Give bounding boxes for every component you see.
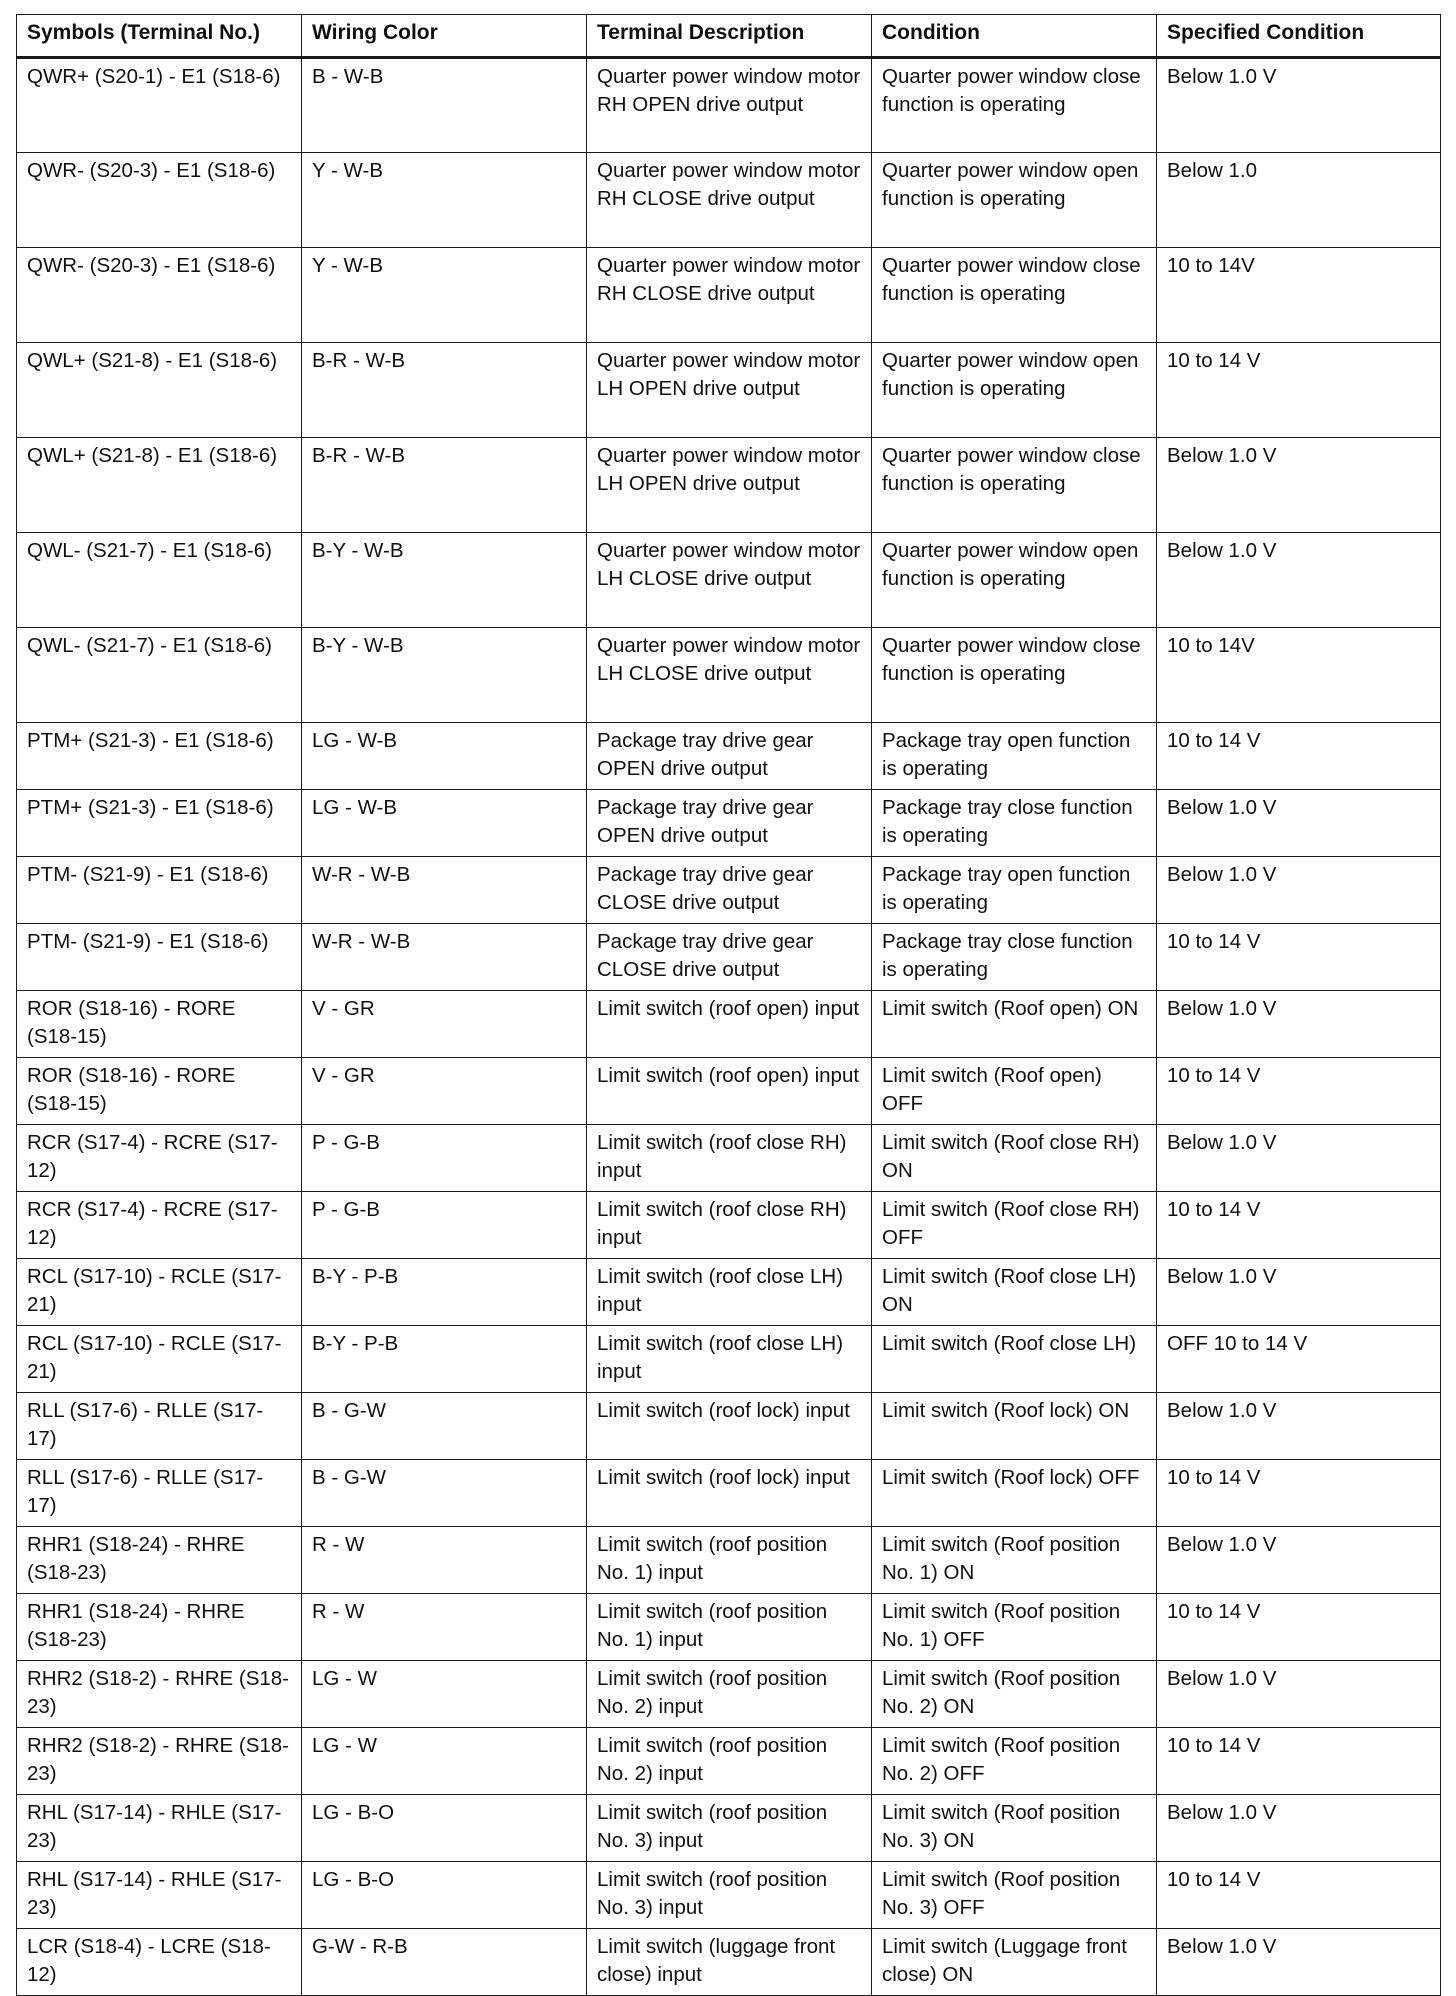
cell-terminal-description: Quarter power window motor RH OPEN drive output: [587, 58, 872, 153]
cell-wiring-color: W-R - W-B: [302, 857, 587, 924]
terminal-inspection-table: [16, 14, 1441, 1996]
table-row: [17, 1460, 1441, 1527]
cell-wiring-color: V - GR: [302, 1058, 587, 1125]
cell-specified-condition: 10 to 14 V: [1157, 1728, 1441, 1795]
cell-symbols: LCR (S18-4) - LCRE (S18-12): [17, 1929, 302, 1996]
table-row: [17, 58, 1441, 153]
cell-wiring-color: LG - B-O: [302, 1795, 587, 1862]
table-row: [17, 1393, 1441, 1460]
cell-condition: Limit switch (Roof position No. 2) OFF: [872, 1728, 1157, 1795]
table-row: [17, 628, 1441, 723]
cell-wiring-color: B-R - W-B: [302, 343, 587, 438]
cell-terminal-description: Package tray drive gear OPEN drive output: [587, 790, 872, 857]
table-row: [17, 438, 1441, 533]
cell-specified-condition: Below 1.0 V: [1157, 857, 1441, 924]
cell-wiring-color: R - W: [302, 1594, 587, 1661]
cell-specified-condition: Below 1.0 V: [1157, 58, 1441, 153]
cell-terminal-description: Limit switch (roof close LH) input: [587, 1326, 872, 1393]
cell-specified-condition: Below 1.0 V: [1157, 790, 1441, 857]
cell-wiring-color: Y - W-B: [302, 248, 587, 343]
cell-wiring-color: B-Y - W-B: [302, 533, 587, 628]
table-row: [17, 1862, 1441, 1929]
cell-symbols: RCR (S17-4) - RCRE (S17-12): [17, 1192, 302, 1259]
cell-symbols: RHR2 (S18-2) - RHRE (S18-23): [17, 1661, 302, 1728]
table-row: [17, 1259, 1441, 1326]
cell-symbols: RLL (S17-6) - RLLE (S17-17): [17, 1460, 302, 1527]
table-row: [17, 1125, 1441, 1192]
cell-wiring-color: V - GR: [302, 991, 587, 1058]
cell-symbols: RCL (S17-10) - RCLE (S17-21): [17, 1259, 302, 1326]
header-specified-condition: Specified Condition: [1157, 15, 1441, 58]
cell-condition: Package tray close function is operating: [872, 924, 1157, 991]
cell-condition: Limit switch (Roof position No. 1) ON: [872, 1527, 1157, 1594]
cell-condition: Limit switch (Roof close LH) ON: [872, 1259, 1157, 1326]
table-header: [17, 15, 1441, 58]
cell-terminal-description: Quarter power window motor LH OPEN drive output: [587, 343, 872, 438]
cell-wiring-color: R - W: [302, 1527, 587, 1594]
cell-specified-condition: Below 1.0 V: [1157, 533, 1441, 628]
cell-wiring-color: B-Y - W-B: [302, 628, 587, 723]
table-row: [17, 1594, 1441, 1661]
cell-symbols: RLL (S17-6) - RLLE (S17-17): [17, 1393, 302, 1460]
cell-condition: Limit switch (Roof close LH): [872, 1326, 1157, 1393]
cell-specified-condition: Below 1.0 V: [1157, 1125, 1441, 1192]
cell-symbols: RCL (S17-10) - RCLE (S17-21): [17, 1326, 302, 1393]
cell-terminal-description: Limit switch (roof open) input: [587, 1058, 872, 1125]
cell-specified-condition: 10 to 14V: [1157, 248, 1441, 343]
cell-wiring-color: LG - W: [302, 1661, 587, 1728]
cell-symbols: PTM+ (S21-3) - E1 (S18-6): [17, 723, 302, 790]
table-row: [17, 1728, 1441, 1795]
cell-specified-condition: 10 to 14 V: [1157, 924, 1441, 991]
cell-terminal-description: Quarter power window motor RH CLOSE drive output: [587, 248, 872, 343]
cell-symbols: RHR2 (S18-2) - RHRE (S18-23): [17, 1728, 302, 1795]
table-row: [17, 1192, 1441, 1259]
cell-wiring-color: B - G-W: [302, 1393, 587, 1460]
cell-symbols: RHR1 (S18-24) - RHRE (S18-23): [17, 1527, 302, 1594]
cell-wiring-color: P - G-B: [302, 1192, 587, 1259]
table-row: [17, 723, 1441, 790]
cell-condition: Limit switch (Roof position No. 1) OFF: [872, 1594, 1157, 1661]
cell-condition: Package tray close function is operating: [872, 790, 1157, 857]
table-row: [17, 1661, 1441, 1728]
cell-symbols: RHL (S17-14) - RHLE (S17-23): [17, 1862, 302, 1929]
cell-terminal-description: Limit switch (roof lock) input: [587, 1393, 872, 1460]
table-row: [17, 1527, 1441, 1594]
table-row: [17, 1795, 1441, 1862]
cell-symbols: QWL+ (S21-8) - E1 (S18-6): [17, 343, 302, 438]
cell-terminal-description: Limit switch (roof position No. 2) input: [587, 1728, 872, 1795]
cell-condition: Limit switch (Roof open) ON: [872, 991, 1157, 1058]
cell-wiring-color: W-R - W-B: [302, 924, 587, 991]
cell-symbols: PTM- (S21-9) - E1 (S18-6): [17, 857, 302, 924]
cell-condition: Quarter power window open function is operating: [872, 153, 1157, 248]
cell-terminal-description: Limit switch (roof close RH) input: [587, 1125, 872, 1192]
cell-wiring-color: P - G-B: [302, 1125, 587, 1192]
cell-specified-condition: 10 to 14 V: [1157, 1594, 1441, 1661]
cell-terminal-description: Limit switch (roof position No. 3) input: [587, 1795, 872, 1862]
cell-condition: Quarter power window open function is operating: [872, 533, 1157, 628]
cell-symbols: RHR1 (S18-24) - RHRE (S18-23): [17, 1594, 302, 1661]
cell-specified-condition: Below 1.0 V: [1157, 438, 1441, 533]
cell-terminal-description: Limit switch (roof close RH) input: [587, 1192, 872, 1259]
cell-symbols: QWR- (S20-3) - E1 (S18-6): [17, 248, 302, 343]
cell-specified-condition: 10 to 14 V: [1157, 1862, 1441, 1929]
cell-terminal-description: Quarter power window motor RH CLOSE drive output: [587, 153, 872, 248]
cell-condition: Package tray open function is operating: [872, 723, 1157, 790]
table-row: [17, 1929, 1441, 1996]
header-row: [17, 15, 1441, 58]
cell-condition: Limit switch (Roof close RH) ON: [872, 1125, 1157, 1192]
cell-specified-condition: Below 1.0 V: [1157, 1393, 1441, 1460]
cell-specified-condition: OFF 10 to 14 V: [1157, 1326, 1441, 1393]
table-row: [17, 790, 1441, 857]
cell-symbols: RHL (S17-14) - RHLE (S17-23): [17, 1795, 302, 1862]
cell-specified-condition: Below 1.0 V: [1157, 1661, 1441, 1728]
cell-terminal-description: Limit switch (roof lock) input: [587, 1460, 872, 1527]
cell-specified-condition: Below 1.0 V: [1157, 1929, 1441, 1996]
cell-terminal-description: Package tray drive gear CLOSE drive output: [587, 857, 872, 924]
cell-wiring-color: Y - W-B: [302, 153, 587, 248]
cell-condition: Limit switch (Roof position No. 3) ON: [872, 1795, 1157, 1862]
cell-wiring-color: B - W-B: [302, 58, 587, 153]
cell-condition: Quarter power window open function is operating: [872, 343, 1157, 438]
cell-terminal-description: Quarter power window motor LH OPEN drive output: [587, 438, 872, 533]
cell-wiring-color: LG - W-B: [302, 790, 587, 857]
cell-condition: Package tray open function is operating: [872, 857, 1157, 924]
cell-terminal-description: Limit switch (roof position No. 3) input: [587, 1862, 872, 1929]
cell-symbols: ROR (S18-16) - RORE (S18-15): [17, 1058, 302, 1125]
cell-condition: Limit switch (Roof close RH) OFF: [872, 1192, 1157, 1259]
table-row: [17, 1058, 1441, 1125]
cell-specified-condition: 10 to 14 V: [1157, 723, 1441, 790]
cell-condition: Quarter power window close function is operating: [872, 58, 1157, 153]
table-row: [17, 1326, 1441, 1393]
cell-symbols: QWR- (S20-3) - E1 (S18-6): [17, 153, 302, 248]
cell-condition: Limit switch (Roof open) OFF: [872, 1058, 1157, 1125]
cell-wiring-color: B-Y - P-B: [302, 1326, 587, 1393]
cell-terminal-description: Limit switch (luggage front close) input: [587, 1929, 872, 1996]
cell-condition: Quarter power window close function is operating: [872, 628, 1157, 723]
cell-terminal-description: Package tray drive gear CLOSE drive output: [587, 924, 872, 991]
cell-terminal-description: Limit switch (roof position No. 1) input: [587, 1527, 872, 1594]
cell-specified-condition: 10 to 14 V: [1157, 343, 1441, 438]
cell-terminal-description: Quarter power window motor LH CLOSE drive output: [587, 628, 872, 723]
cell-condition: Quarter power window close function is operating: [872, 248, 1157, 343]
cell-terminal-description: Limit switch (roof position No. 1) input: [587, 1594, 872, 1661]
header-wiring-color: Wiring Color: [302, 15, 587, 58]
cell-specified-condition: Below 1.0: [1157, 153, 1441, 248]
cell-specified-condition: Below 1.0 V: [1157, 1527, 1441, 1594]
table-row: [17, 924, 1441, 991]
table-row: [17, 991, 1441, 1058]
cell-specified-condition: 10 to 14 V: [1157, 1460, 1441, 1527]
cell-symbols: ROR (S18-16) - RORE (S18-15): [17, 991, 302, 1058]
cell-wiring-color: G-W - R-B: [302, 1929, 587, 1996]
cell-symbols: RCR (S17-4) - RCRE (S17-12): [17, 1125, 302, 1192]
cell-wiring-color: B - G-W: [302, 1460, 587, 1527]
header-terminal-description: Terminal Description: [587, 15, 872, 58]
cell-specified-condition: 10 to 14 V: [1157, 1192, 1441, 1259]
cell-symbols: QWL- (S21-7) - E1 (S18-6): [17, 628, 302, 723]
cell-wiring-color: LG - B-O: [302, 1862, 587, 1929]
cell-specified-condition: Below 1.0 V: [1157, 1259, 1441, 1326]
cell-wiring-color: LG - W: [302, 1728, 587, 1795]
table-row: [17, 533, 1441, 628]
cell-condition: Limit switch (Roof lock) OFF: [872, 1460, 1157, 1527]
cell-specified-condition: 10 to 14V: [1157, 628, 1441, 723]
header-condition: Condition: [872, 15, 1157, 58]
cell-condition: Quarter power window close function is operating: [872, 438, 1157, 533]
cell-specified-condition: 10 to 14 V: [1157, 1058, 1441, 1125]
table-row: [17, 248, 1441, 343]
cell-wiring-color: LG - W-B: [302, 723, 587, 790]
table-body: [17, 58, 1441, 1996]
cell-condition: Limit switch (Luggage front close) ON: [872, 1929, 1157, 1996]
cell-specified-condition: Below 1.0 V: [1157, 1795, 1441, 1862]
cell-symbols: PTM+ (S21-3) - E1 (S18-6): [17, 790, 302, 857]
cell-terminal-description: Limit switch (roof close LH) input: [587, 1259, 872, 1326]
cell-terminal-description: Package tray drive gear OPEN drive output: [587, 723, 872, 790]
table-row: [17, 153, 1441, 248]
cell-terminal-description: Quarter power window motor LH CLOSE drive output: [587, 533, 872, 628]
table-row: [17, 343, 1441, 438]
cell-wiring-color: B-R - W-B: [302, 438, 587, 533]
cell-specified-condition: Below 1.0 V: [1157, 991, 1441, 1058]
cell-symbols: QWL+ (S21-8) - E1 (S18-6): [17, 438, 302, 533]
table-row: [17, 857, 1441, 924]
cell-wiring-color: B-Y - P-B: [302, 1259, 587, 1326]
cell-symbols: QWR+ (S20-1) - E1 (S18-6): [17, 58, 302, 153]
cell-terminal-description: Limit switch (roof open) input: [587, 991, 872, 1058]
cell-terminal-description: Limit switch (roof position No. 2) input: [587, 1661, 872, 1728]
header-symbols: Symbols (Terminal No.): [17, 15, 302, 58]
cell-symbols: QWL- (S21-7) - E1 (S18-6): [17, 533, 302, 628]
cell-condition: Limit switch (Roof lock) ON: [872, 1393, 1157, 1460]
cell-symbols: PTM- (S21-9) - E1 (S18-6): [17, 924, 302, 991]
cell-condition: Limit switch (Roof position No. 3) OFF: [872, 1862, 1157, 1929]
cell-condition: Limit switch (Roof position No. 2) ON: [872, 1661, 1157, 1728]
